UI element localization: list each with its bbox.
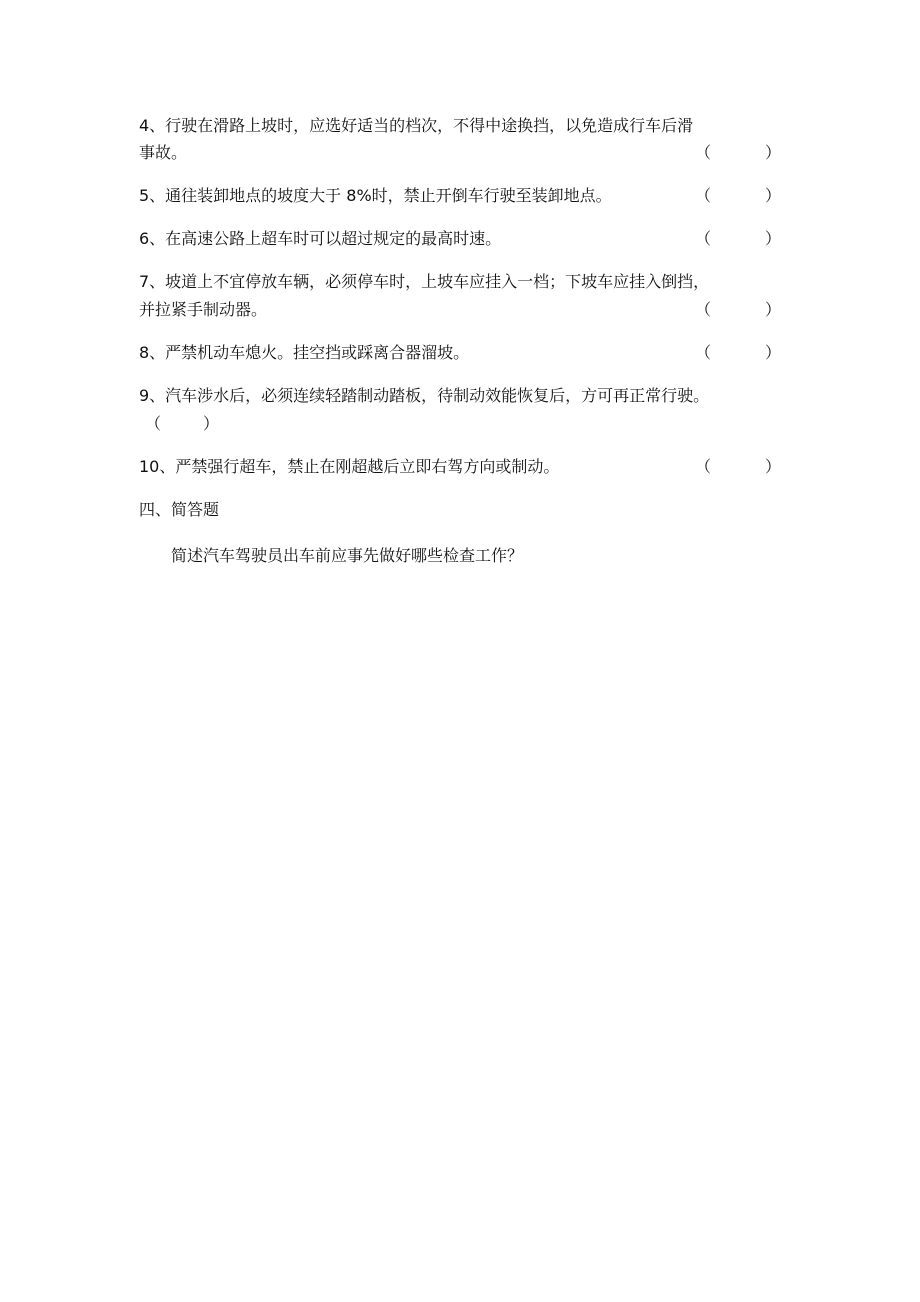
question-7-line-2: 并拉紧手制动器。 [139,300,268,319]
question-6-line-1: 6、在高速公路上超车时可以超过规定的最高时速。 [139,229,502,248]
paren-close: ） [765,300,782,319]
section-4-heading: 四、简答题 [139,500,220,519]
paren-close: ） [765,186,782,205]
paren-open: （ [145,414,162,433]
question-4-line-1: 4、行驶在滑路上坡时，应选好适当的档次，不得中途换挡，以免造成行车后滑 [139,116,694,135]
short-answer-question: 简述汽车驾驶员出车前应事先做好哪些检查工作？ [171,546,524,565]
question-7-line-1: 7、坡道上不宜停放车辆，必须停车时，上坡车应挂入一档；下坡车应挂入倒挡， [139,272,710,291]
paren-open: （ [695,143,712,162]
paren-close: ） [765,229,782,248]
question-4-line-2: 事故。 [139,143,188,162]
question-5-line-1: 5、通往装卸地点的坡度大于 8%时，禁止开倒车行驶至装卸地点。 [139,186,612,205]
paren-close: ） [765,143,782,162]
paren-open: （ [695,186,712,205]
paren-open: （ [695,343,712,362]
paren-open: （ [695,300,712,319]
question-8-line-1: 8、严禁机动车熄火。挂空挡或踩离合器溜坡。 [139,343,470,362]
question-10-line-1: 10、严禁强行超车，禁止在刚超越后立即右驾方向或制动。 [139,457,560,476]
paren-close: ） [203,414,220,433]
paren-close: ） [765,457,782,476]
paren-open: （ [695,457,712,476]
paren-open: （ [695,229,712,248]
question-9-line-1: 9、汽车涉水后，必须连续轻踏制动踏板，待制动效能恢复后，方可再正常行驶。 [139,386,710,405]
paren-close: ） [765,343,782,362]
